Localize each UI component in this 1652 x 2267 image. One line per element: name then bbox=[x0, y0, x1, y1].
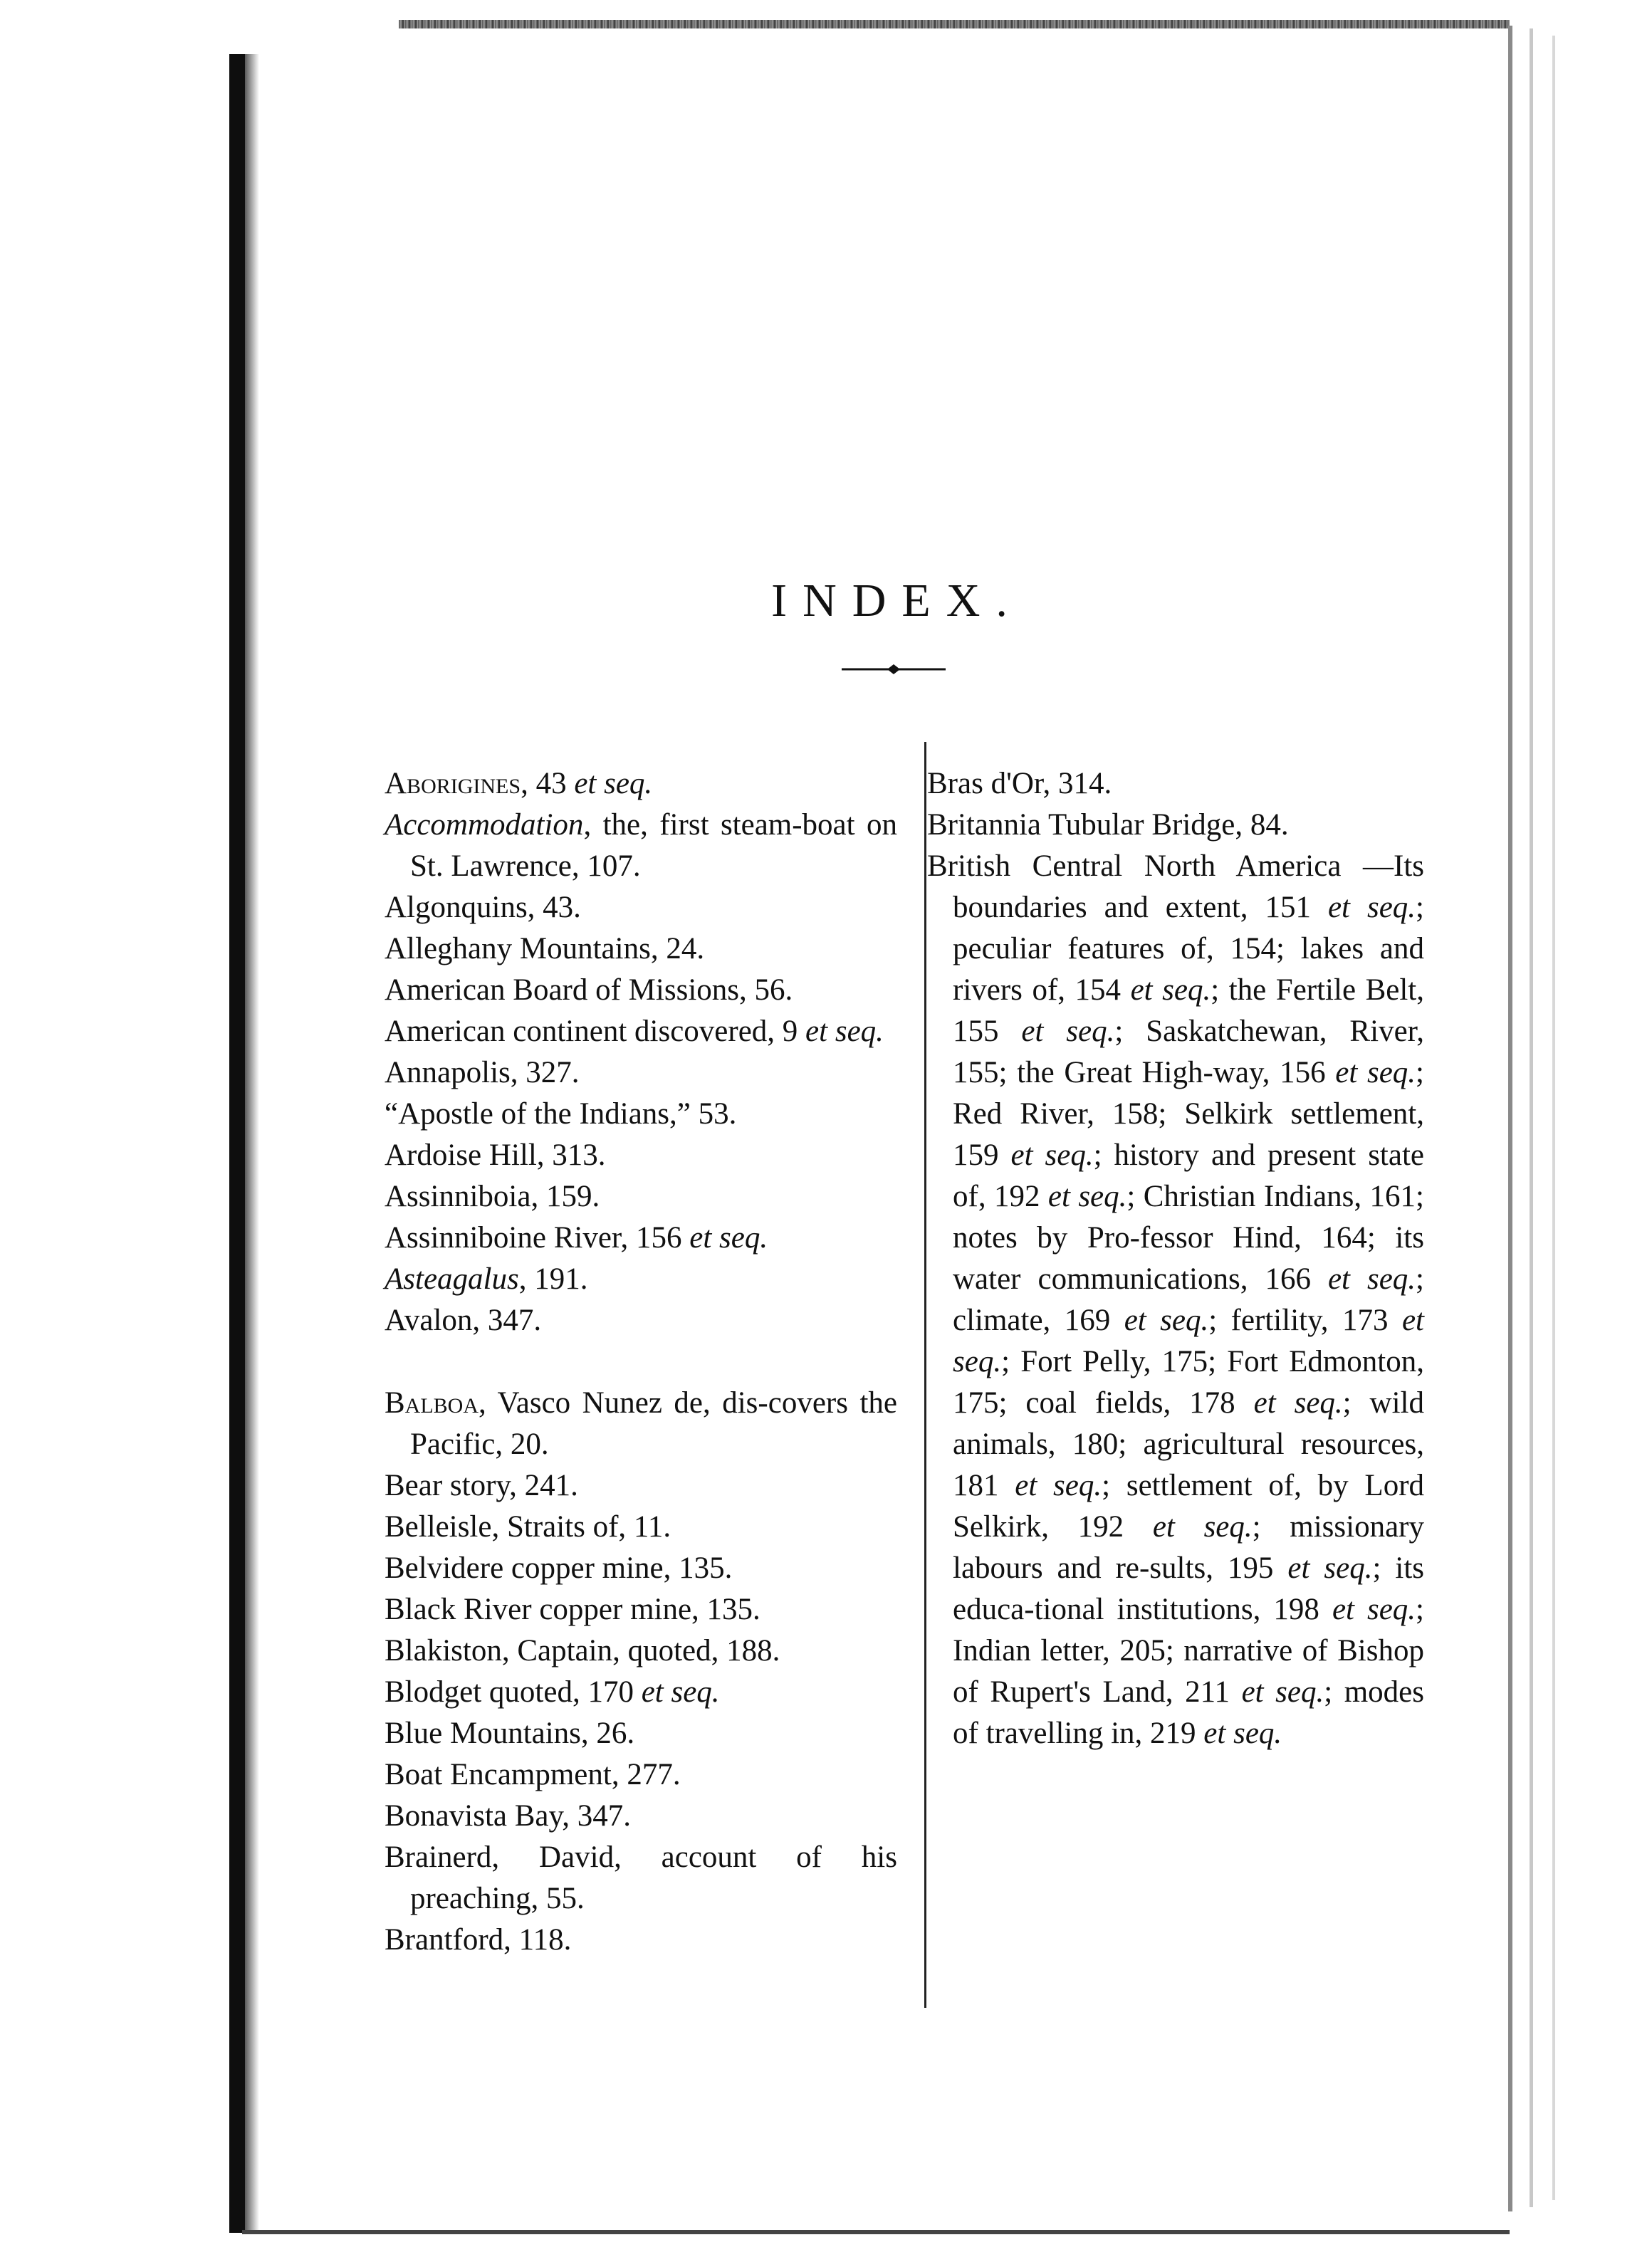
index-entry: Alleghany Mountains, 24. bbox=[385, 932, 705, 965]
index-entry: Brainerd, David, account of his preaching, 55. bbox=[385, 1841, 897, 1915]
index-entry: Annapolis, 327. bbox=[385, 1056, 580, 1089]
entry-et-seq: et seq. bbox=[1241, 1675, 1324, 1709]
index-entry bbox=[385, 763, 897, 805]
entry-text: Blodget quoted, 170 bbox=[385, 1675, 642, 1709]
entry-heading: Asteagalus bbox=[385, 1262, 519, 1296]
page-title: INDEX. bbox=[771, 575, 1023, 627]
index-entry bbox=[385, 805, 897, 887]
entry-et-seq: et seq. bbox=[1015, 1469, 1102, 1502]
entry-text: Assinniboine River, 156 bbox=[385, 1221, 690, 1255]
entry-et-seq: et seq. bbox=[1124, 1304, 1209, 1337]
index-entry: Assinniboia, 159. bbox=[385, 1180, 600, 1213]
entry-text: ; fertility, 173 bbox=[1208, 1304, 1402, 1337]
entry-text: ; its educa-tional institutions, 198 bbox=[953, 1551, 1424, 1626]
index-entry bbox=[385, 1672, 897, 1713]
index-entry bbox=[385, 1259, 897, 1300]
entry-et-seq: et seq. bbox=[641, 1675, 720, 1709]
index-entry bbox=[385, 1383, 897, 1465]
entry-text: ; modes of travelling in, 219 bbox=[953, 1675, 1424, 1750]
entry-et-seq: et seq. bbox=[1130, 973, 1211, 1007]
index-entry: Blakiston, Captain, quoted, 188. bbox=[385, 1634, 780, 1667]
entry-text: ; Fort Pelly, 175; Fort Edmonton, 175; coal fields, 178 bbox=[953, 1345, 1424, 1420]
index-entry bbox=[385, 1011, 897, 1052]
spine-shadow bbox=[245, 54, 259, 2233]
entry-text: ; missionary labours and re-sults, 195 bbox=[953, 1510, 1424, 1585]
page-right-edge-inner bbox=[1530, 28, 1533, 2207]
index-entry: Belleisle, Straits of, 11. bbox=[385, 1510, 671, 1544]
entry-text: ; climate, 169 bbox=[953, 1262, 1424, 1337]
index-entry: Boat Encampment, 277. bbox=[385, 1758, 681, 1791]
entry-text: , 43 bbox=[521, 767, 575, 800]
entry-et-seq: et seq. bbox=[689, 1221, 768, 1255]
entry-et-seq: et seq. bbox=[1332, 1593, 1416, 1626]
entry-text: ; Saskatchewan, River, 155; the Great High-way, 156 bbox=[953, 1015, 1424, 1089]
entry-text: ; the Fertile Belt, 155 bbox=[953, 973, 1424, 1048]
entry-text: ; history and present state of, 192 bbox=[953, 1138, 1425, 1213]
index-entry-british-central bbox=[927, 846, 1424, 1754]
entry-et-seq: et seq. bbox=[1021, 1015, 1115, 1048]
entry-et-seq: et seq. bbox=[953, 1304, 1424, 1378]
index-column-left bbox=[385, 763, 897, 1961]
entry-text: ; wild animals, 180; agricultural resources, 181 bbox=[953, 1386, 1424, 1502]
index-entry: Bear story, 241. bbox=[385, 1469, 578, 1502]
index-entry: American Board of Missions, 56. bbox=[385, 973, 793, 1007]
index-entry: Algonquins, 43. bbox=[385, 891, 581, 924]
index-entry: Belvidere copper mine, 135. bbox=[385, 1551, 733, 1585]
section-gap bbox=[385, 1341, 897, 1383]
index-entry: Avalon, 347. bbox=[385, 1304, 542, 1337]
index-entry: Black River copper mine, 135. bbox=[385, 1593, 760, 1626]
entry-et-seq: et seq. bbox=[1152, 1510, 1253, 1544]
entry-et-seq: et seq. bbox=[1047, 1180, 1127, 1213]
book-spine-edge bbox=[229, 54, 245, 2233]
entry-et-seq: et seq. bbox=[1335, 1056, 1416, 1089]
title-ornament bbox=[840, 662, 947, 676]
entry-et-seq: et seq. bbox=[1287, 1551, 1373, 1585]
index-entry: Brantford, 118. bbox=[385, 1923, 572, 1957]
index-entry bbox=[385, 1218, 897, 1259]
index-entry: “Apostle of the Indians,” 53. bbox=[385, 1097, 737, 1131]
entry-et-seq: et seq. bbox=[805, 1015, 884, 1048]
entry-et-seq: et seq. bbox=[1253, 1386, 1343, 1420]
entry-et-seq: et seq. bbox=[574, 767, 653, 800]
page-right-edge bbox=[1508, 26, 1512, 2211]
index-column-right bbox=[927, 763, 1424, 1754]
entry-text: American continent discovered, 9 bbox=[385, 1015, 806, 1048]
entry-et-seq: et seq. bbox=[1010, 1138, 1094, 1172]
entry-text: ; Christian Indians, 161; notes by Pro-fessor Hind, 164; its water communications, 166 bbox=[953, 1180, 1425, 1296]
index-entry: Bras d'Or, 314. bbox=[927, 767, 1112, 800]
page-bottom-edge bbox=[242, 2230, 1510, 2234]
entry-text: ; Indian letter, 205; narrative of Bishop of Rupert's Land, 211 bbox=[953, 1593, 1424, 1709]
index-entry: Ardoise Hill, 313. bbox=[385, 1138, 606, 1172]
index-entry: Bonavista Bay, 347. bbox=[385, 1799, 631, 1833]
column-divider bbox=[924, 742, 926, 2008]
entry-text: British Central North America —Its boundaries and extent, 151 bbox=[927, 849, 1424, 924]
entry-et-seq: et seq. bbox=[1203, 1717, 1282, 1750]
entry-text: , the, first steam-boat on St. Lawrence, 107. bbox=[410, 808, 897, 883]
entry-heading: Balboa bbox=[385, 1386, 479, 1420]
entry-heading: Accommodation bbox=[385, 808, 584, 842]
page-top-edge bbox=[399, 20, 1510, 28]
entry-heading: Aborigines bbox=[385, 767, 521, 800]
page-right-edge-outer bbox=[1552, 36, 1555, 2200]
entry-et-seq: et seq. bbox=[1327, 1262, 1416, 1296]
entry-text: ; Red River, 158; Selkirk settlement, 159 bbox=[953, 1056, 1424, 1172]
entry-text: , Vasco Nunez de, dis-covers the Pacific, 20. bbox=[410, 1386, 897, 1461]
entry-text: ; peculiar features of, 154; lakes and rivers of, 154 bbox=[953, 891, 1424, 1007]
index-entry: Blue Mountains, 26. bbox=[385, 1717, 635, 1750]
scan-margin bbox=[0, 0, 229, 2267]
entry-text: , 191. bbox=[518, 1262, 588, 1296]
entry-text: ; settlement of, by Lord Selkirk, 192 bbox=[953, 1469, 1425, 1544]
index-entry: Britannia Tubular Bridge, 84. bbox=[927, 808, 1289, 842]
entry-et-seq: et seq. bbox=[1327, 891, 1416, 924]
